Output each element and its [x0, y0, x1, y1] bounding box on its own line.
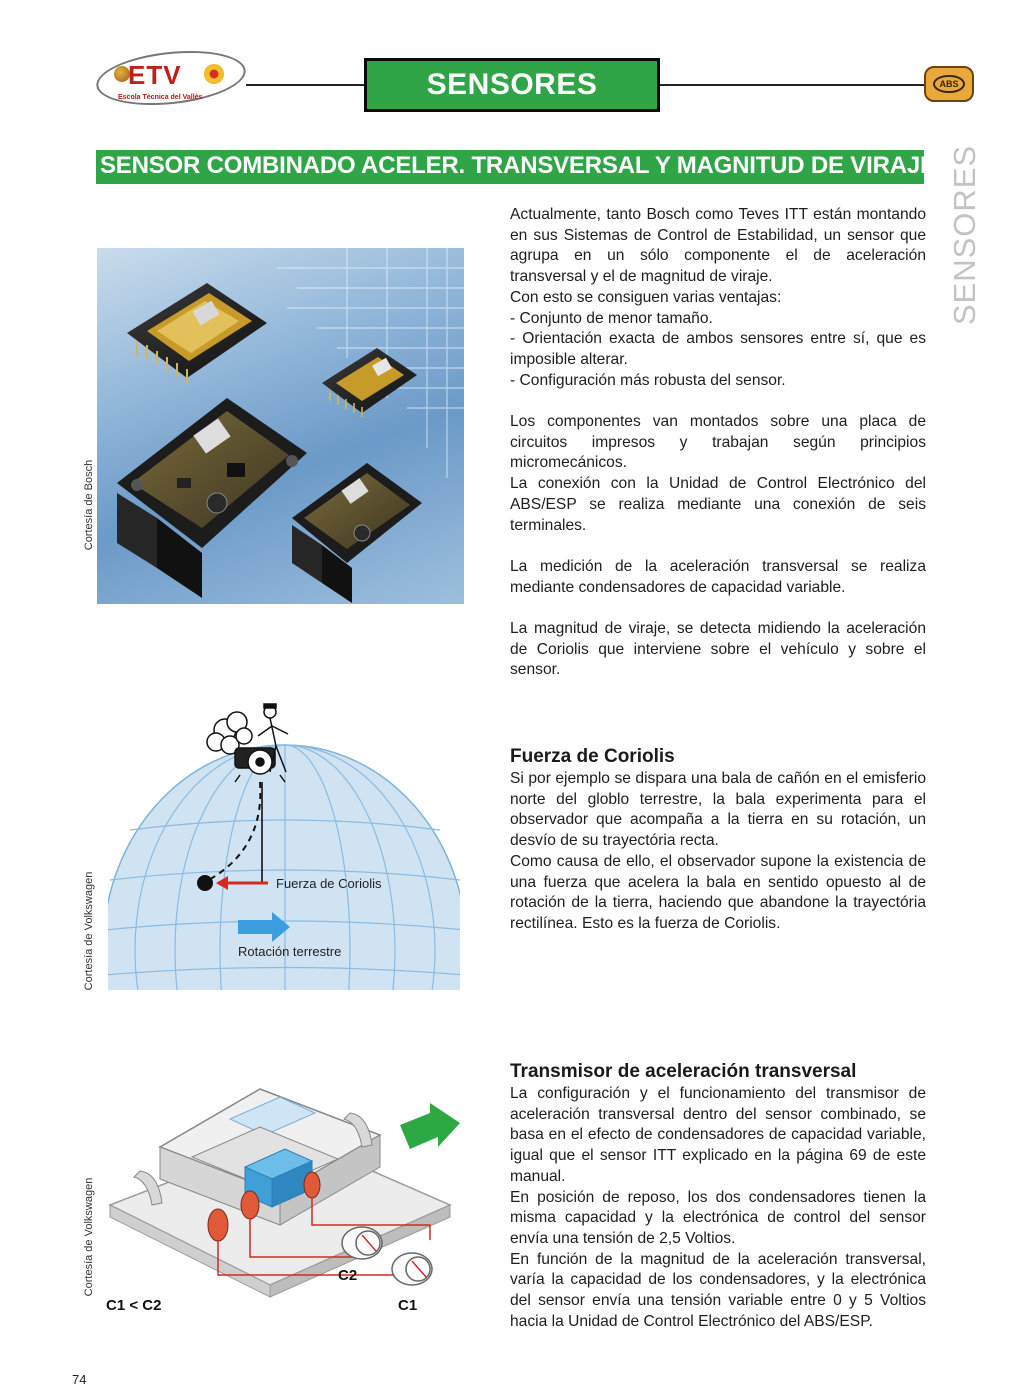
header-rule-right: [660, 84, 924, 86]
intro-paragraph-2: Con esto se consiguen varias ventajas:: [510, 288, 782, 306]
intro-bullet-2: - Orientación exacta de ambos sensores entre sí, que es imposible alterar.: [510, 330, 926, 368]
transmisor-heading: Transmisor de aceleración transversal: [510, 1061, 857, 1082]
intro-paragraph-3: Los componentes van montados sobre una placa de circuitos impresos y trabajan según principios micromecánicos.: [510, 413, 926, 472]
label-c2: C2: [338, 1267, 358, 1284]
label-c1: C1: [398, 1297, 418, 1314]
transmisor-paragraph-2: En posición de reposo, los dos condensadores tienen la misma capacidad y la electrónica de control del sensor envía una tensión de 2,5 Voltios.: [510, 1188, 926, 1247]
label-c1-less-c2: C1 < C2: [106, 1297, 162, 1314]
sensor-photo-art: [97, 248, 464, 604]
credit-bosch-text: Cortesía de Bosch: [83, 459, 95, 551]
transmisor-text: [510, 1084, 926, 1332]
intro-paragraph-6: La magnitud de viraje, se detecta midiendo la aceleración de Coriolis que interviene sobre el vehículo y sobre el sensor.: [510, 620, 926, 679]
credit-volkswagen-1: [82, 866, 96, 996]
credit-volkswagen-2: [82, 1172, 96, 1302]
etv-logo: [96, 50, 246, 106]
intro-paragraph-1: Actualmente, tanto Bosch como Teves ITT están montando en sus Sistemas de Control de Estabilidad, un sensor que agrupa en un sólo componente el de aceleración transversal y el de magnitud de viraje.: [510, 206, 926, 286]
coriolis-paragraph-2: Como causa de ello, el observador supone la existencia de una fuerza que acelera la bala en sentido opuesto al de rotación de la tierra, haciendo que abandone la trayectória rectilínea. Esto es la fuerza de Coriolis.: [510, 852, 926, 932]
page-number: 74: [72, 1372, 87, 1387]
intro-paragraph-4: La conexión con la Unidad de Control Electrónico del ABS/ESP se realiza mediante una conexión de seis terminales.: [510, 475, 926, 534]
abs-badge-icon: [924, 66, 974, 102]
logo-text: ETV: [128, 60, 182, 90]
abs-badge-label: ABS: [933, 75, 964, 93]
intro-bullet-3: - Configuración más robusta del sensor.: [510, 371, 786, 389]
intro-paragraph-5: La medición de la aceleración transversal se realiza mediante condensadores de capacidad variable.: [510, 557, 926, 596]
capacitor-diagram: [100, 1075, 470, 1325]
logo-sun-icon: [204, 64, 224, 84]
page-title-bar: [96, 150, 936, 184]
header-rule-left: [246, 84, 364, 86]
capacitor-graphic: [100, 1075, 470, 1325]
intro-text: [510, 205, 926, 681]
logo-subtitle: Escola Tècnica del Vallès: [118, 94, 203, 101]
coriolis-text: [510, 769, 926, 935]
section-title: SENSORES: [426, 68, 598, 101]
coriolis-heading: Fuerza de Coriolis: [510, 746, 675, 767]
page-title: SENSOR COMBINADO ACELER. TRANSVERSAL Y MAGNITUD DE VIRAJE: [100, 152, 936, 179]
coriolis-diagram: [100, 700, 470, 995]
globe-graphic: [100, 700, 470, 995]
credit-vw1-text: Cortesía de Volkswagen: [83, 871, 95, 991]
coriolis-force-label: Fuerza de Coriolis: [276, 876, 382, 891]
sensor-photo: [97, 248, 464, 604]
section-title-box: [364, 58, 660, 112]
transmisor-paragraph-1: La configuración y el funcionamiento del transmisor de aceleración transversal dentro del sensor combinado, se basa en el efecto de condensadores de capacidad variable, igual que el sensor ITT explicado en la página 69 de este manual.: [510, 1085, 926, 1185]
transmisor-paragraph-3: En función de la magnitud de la aceleración transversal, varía la capacidad de los condensadores, y la electrónica del sensor envía una tensión variable entre 0 y 5 Voltios hacia la Unidad de Control Electrónico del ABS/ESP.: [510, 1250, 926, 1330]
coriolis-paragraph-1: Si por ejemplo se dispara una bala de cañón en el emisferio norte del globlo terrestre, la bala experimenta para el observador que acompaña a la tierra en su rotación, un desvío de su trayectória recta.: [510, 770, 926, 850]
earth-rotation-label: Rotación terrestre: [238, 944, 342, 959]
credit-bosch: [82, 440, 96, 570]
credit-vw2-text: Cortesía de Volkswagen: [83, 1177, 95, 1297]
side-section-text: SENSORES: [947, 144, 982, 326]
side-section-label: [940, 144, 990, 326]
intro-bullet-1: - Conjunto de menor tamaño.: [510, 309, 713, 327]
